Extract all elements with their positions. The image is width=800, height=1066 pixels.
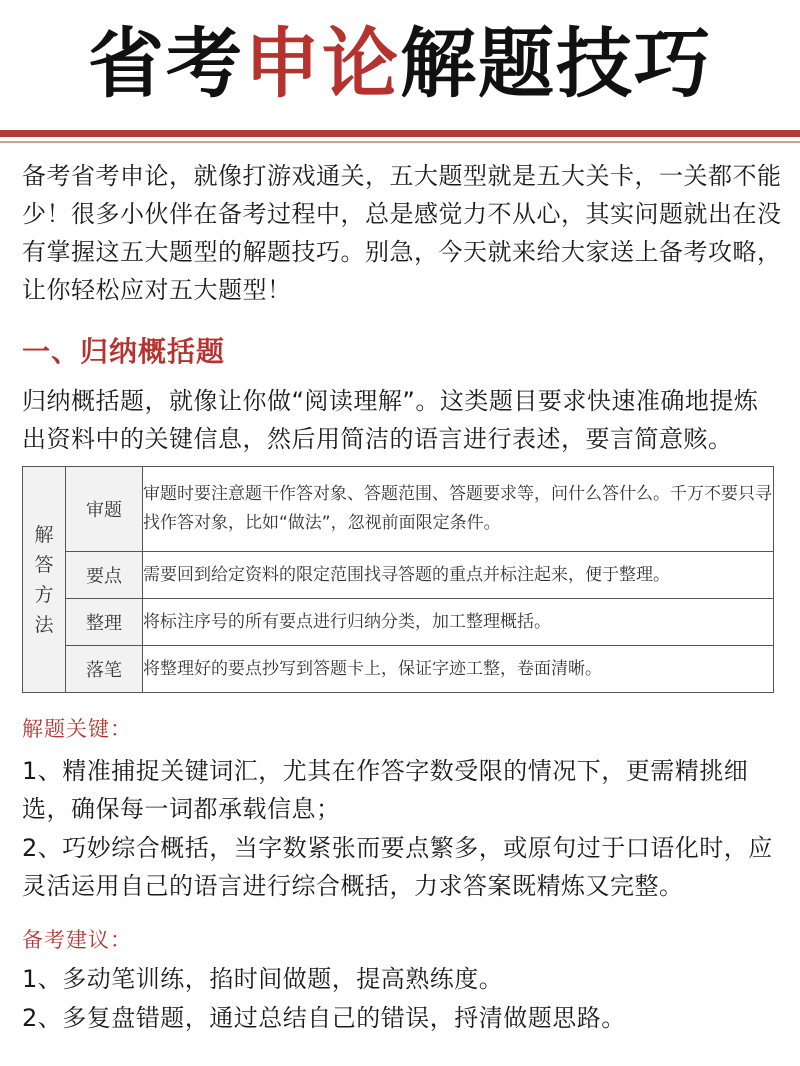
key-points-heading: 解题关键： [22,717,132,741]
method-table [22,466,774,693]
table-row-content: 将整理好的要点抄写到答题卡上，保证字迹工整，卷面清晰。 [143,646,774,693]
table-row-content: 需要回到给定资料的限定范围找寻答题的重点并标注起来，便于整理。 [143,552,774,599]
table-row-label: 要点 [66,552,143,599]
advice-item: 2、多复盘错题，通过总结自己的错误，捋清做题思路。 [22,1004,626,1032]
table-row-content: 审题时要注意题干作答对象、答题范围、答题要求等，问什么答什么。千万不要只寻找作答对象，比如“做法”，忽视前面限定条件。 [143,467,774,552]
title-divider-thin [0,141,800,143]
table-row-label: 落笔 [66,646,143,693]
table-row [23,552,774,599]
title-part-3: 解题技巧 [400,19,712,108]
table-side-label: 解答方法 [34,523,54,636]
title-part-1: 省考 [88,19,244,108]
table-row [23,646,774,693]
table-row [23,467,774,552]
table-side-label-cell [23,467,66,693]
key-point-item: 1、精准捕捉关键词汇，尤其在作答字数受限的情况下，更需精挑细选，确保每一词都承载信息； [22,757,749,823]
table-row-label: 审题 [66,467,143,552]
section-description: 归纳概括题，就像让你做“阅读理解”。这类题目要求快速准确地提炼出资料中的关键信息，然后用简洁的语言进行表述，要言简意赅。 [22,387,759,453]
page-title [0,14,800,114]
advice-heading: 备考建议： [22,928,132,952]
table-row-content: 将标注序号的所有要点进行归纳分类，加工整理概括。 [143,599,774,646]
title-part-2-highlight: 申论 [244,19,400,108]
intro-paragraph: 备考省考申论，就像打游戏通关，五大题型就是五大关卡，一关都不能少！很多小伙伴在备考过程中，总是感觉力不从心，其实问题就出在没有掌握这五大题型的解题技巧。别急，今天就来给大家送上备考攻略，让你轻松应对五大题型！ [22,162,782,304]
title-divider-thick [0,130,800,137]
advice-item: 1、多动笔训练，掐时间做题，提高熟练度。 [22,965,504,993]
table-row [23,599,774,646]
key-point-item: 2、巧妙综合概括，当字数紧张而要点繁多，或原句过于口语化时，应灵活运用自己的语言进行综合概括，力求答案既精炼又完整。 [22,834,773,900]
table-row-label: 整理 [66,599,143,646]
section-heading: 一、归纳概括题 [22,335,226,368]
